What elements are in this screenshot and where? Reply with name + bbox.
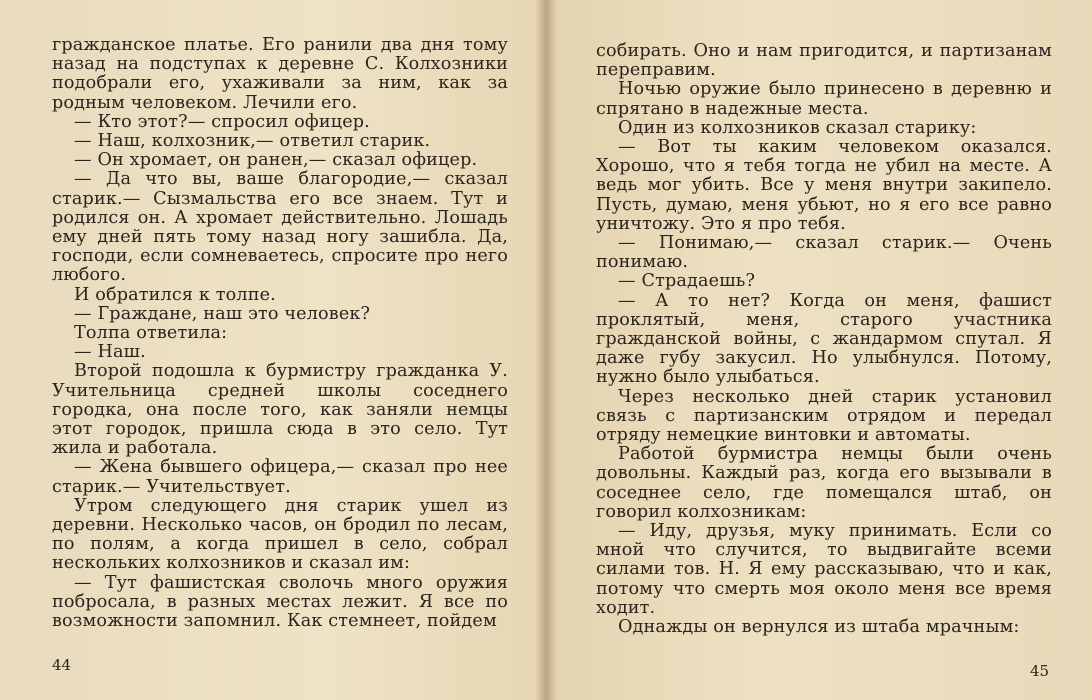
left-page-number: 44 <box>52 656 72 674</box>
paragraph: — Кто этот?— спросил офицер. <box>74 111 370 132</box>
paragraph: Толпа ответила: <box>74 323 228 344</box>
paragraph: Ночью оружие было принесено в деревню и спрятано в надежные места. <box>596 79 1052 119</box>
paragraph: Утром следующего дня старик ушел из деревни. Несколько часов, он бродил по лесам, по полям, а когда пришел в село, собрал нескольких колхозников и сказал им: <box>52 495 508 574</box>
paragraph: Работой бурмистра немцы были очень довольны. Каждый раз, когда его вызывали в соседнее село, где помещался штаб, он говорил колхозникам: <box>596 444 1052 522</box>
paragraph: Второй подошла к бурмистру гражданка У. Учительница средней школы соседнего городка, она после того, как заняли немцы этот городок, пришла сюда в это село. Тут жила и работала. <box>52 361 508 459</box>
paragraph: Через несколько дней старик установил связь с партизанским отрядом и передал отряду немецкие винтовки и автоматы. <box>596 386 1052 446</box>
paragraph: — Наш, колхозник,— ответил старик. <box>74 131 431 152</box>
paragraph: — Он хромает, он ранен,— сказал офицер. <box>74 150 478 171</box>
paragraph: — Понимаю,— сказал старик.— Очень понимаю. <box>596 233 1052 273</box>
paragraph: Однажды он вернулся из штаба мрачным: <box>618 617 1020 638</box>
paragraph: — Жена бывшего офицера,— сказал про нее старик.— Учительствует. <box>52 457 508 497</box>
paragraph: собирать. Оно и нам пригодится, и партизанам переправим. <box>596 42 1052 81</box>
paragraph: гражданское платье. Его ранили два дня тому назад на подступах к деревне С. Колхозники подобрали его, ухаживали за ним, как за родным человеком. Лечили его. <box>52 36 508 113</box>
paragraph: Один из колхозников сказал старику: <box>618 117 977 138</box>
paragraph: — Тут фашистская сволочь много оружия побросала, в разных местах лежит. Я все по возможности запомнил. Как стемнеет, пойдем <box>52 572 508 632</box>
paragraph: — Страдаешь? <box>618 271 756 292</box>
paragraph: — Наш. <box>74 342 146 363</box>
right-page-number: 45 <box>1030 662 1050 680</box>
left-page <box>52 36 508 676</box>
paragraph: — А то нет? Когда он меня, фашист проклятый, меня, старого участника гражданской войны, с жандармом спутал. Я даже губу закусил. Но улыбнулся. Потому, нужно было улыбаться. <box>596 290 1052 388</box>
paragraph: — Иду, друзья, муку принимать. Если со мной что случится, то выдвигайте всеми силами тов. Н. Я ему рассказываю, что и как, потому что смерть моя около меня все время ходит. <box>596 521 1052 618</box>
paragraph: — Граждане, наш это человек? <box>74 303 371 324</box>
paragraph: — Да что вы, ваше благородие,— сказал старик.— Сызмальства его все знаем. Тут и родился он. А хромает действительно. Лошадь ему дней пять тому назад ногу зашибла. Да, господи, если сомневаетесь, спросите про него любого. <box>52 169 508 286</box>
right-page <box>596 42 1052 682</box>
paragraph: И обратился к толпе. <box>74 284 276 305</box>
paragraph: — Вот ты каким человеком оказался. Хорошо, что я тебя тогда не убил на месте. А ведь мог убить. Все у меня внутри закипело. Пусть, думаю, меня убьют, но я его все равно уничтожу. Это я про тебя. <box>596 137 1052 234</box>
